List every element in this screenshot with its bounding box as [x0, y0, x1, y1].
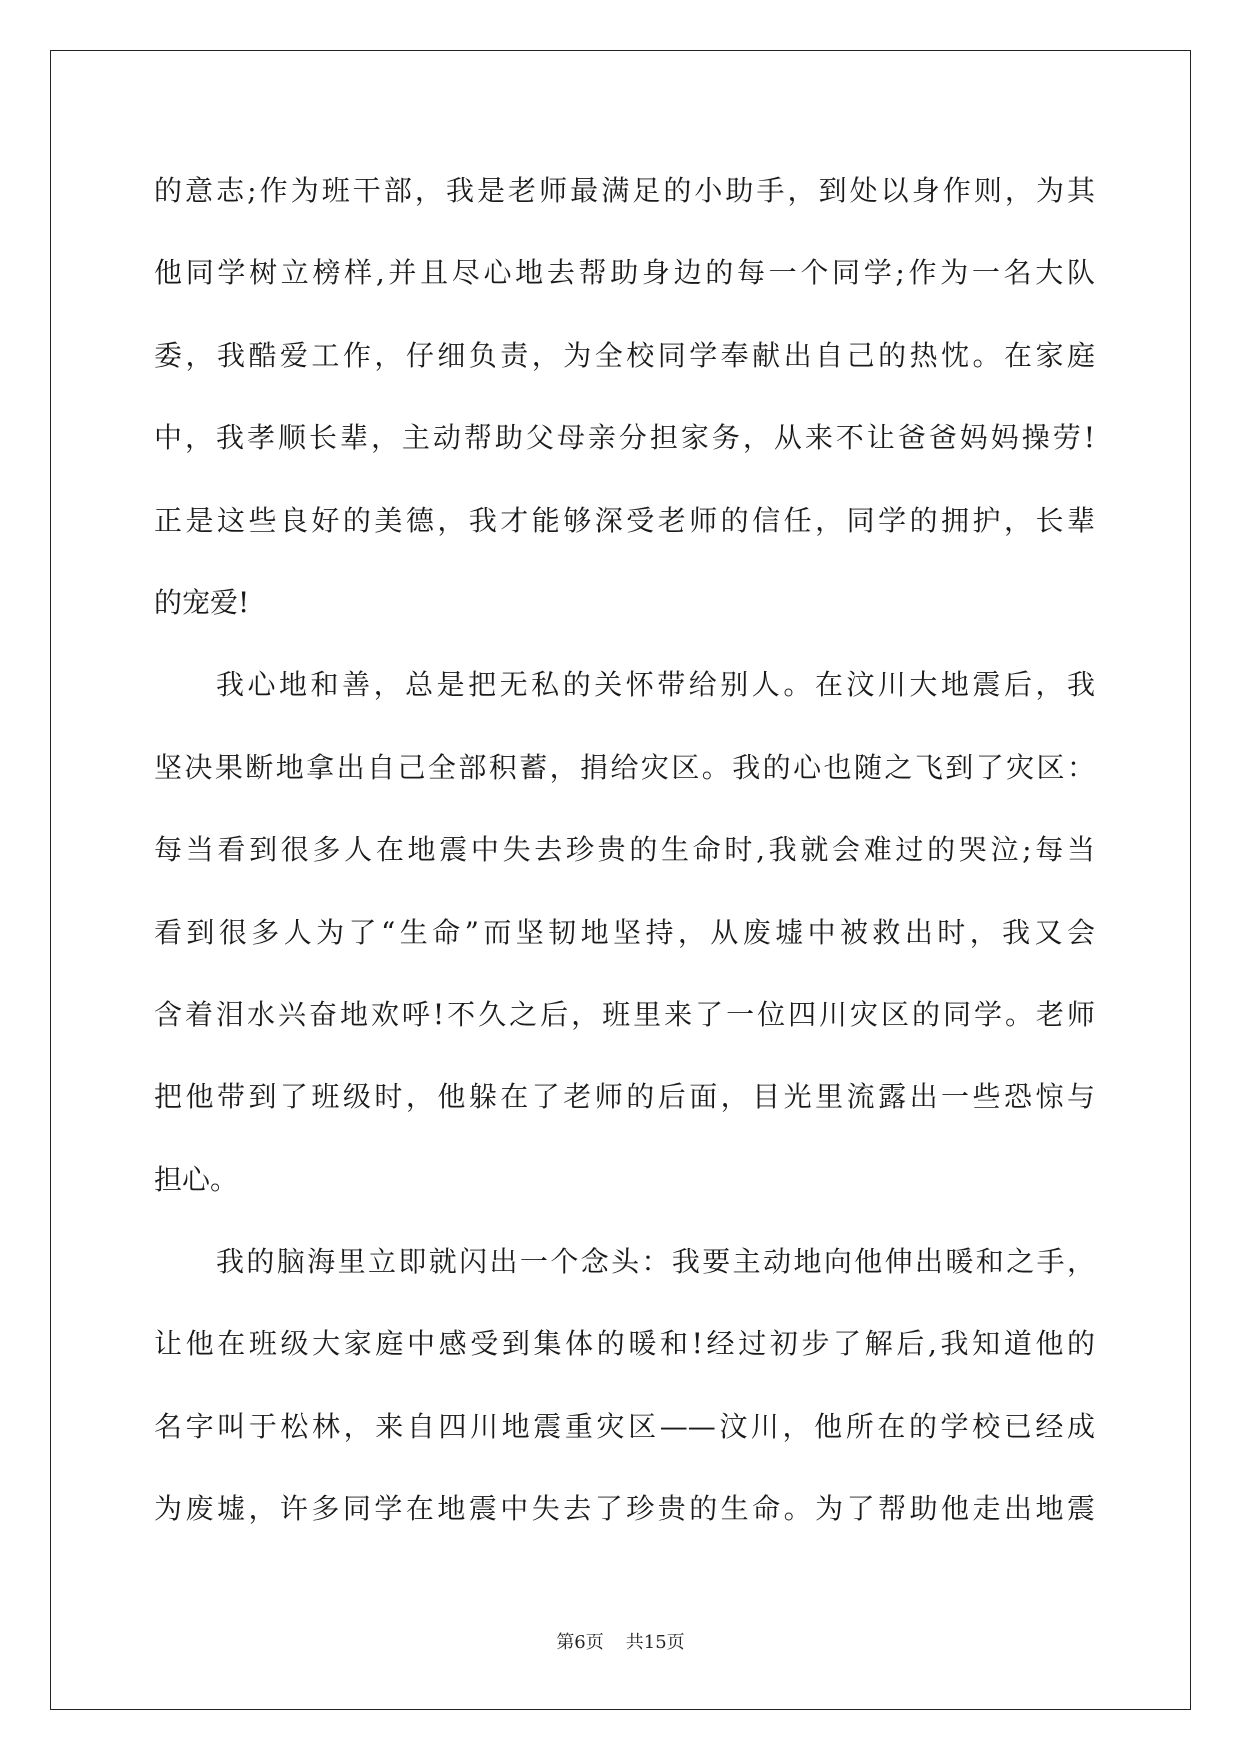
page-number: 第6页 — [556, 1632, 604, 1653]
text-line: 让他在班级大家庭中感受到集体的暖和!经过初步了解后,我知道他的 — [154, 1327, 1095, 1361]
text-line: 坚决果断地拿出自己全部积蓄，捐给灾区。我的心也随之飞到了灾区： — [154, 750, 1095, 784]
text-line: 他同学树立榜样,并且尽心地去帮助身边的每一个同学;作为一名大队 — [154, 256, 1095, 290]
text-line: 的意志;作为班干部，我是老师最满足的小助手，到处以身作则，为其 — [154, 174, 1095, 207]
text-line: 名字叫于松林，来自四川地震重灾区——汶川，他所在的学校已经成 — [154, 1409, 1095, 1443]
document-body — [154, 150, 1095, 1551]
text-line: 委，我酷爱工作，仔细负责，为全校同学奉献出自己的热忱。在家庭 — [154, 338, 1095, 372]
text-line: 每当看到很多人在地震中失去珍贵的生命时,我就会难过的哭泣;每当 — [154, 833, 1095, 867]
paragraph-1 — [154, 150, 1095, 644]
text-line: 担心。 — [154, 1162, 239, 1196]
text-line: 看到很多人为了“生命”而坚韧地坚持，从废墟中被救出时，我又会 — [154, 915, 1095, 949]
page-footer — [0, 1630, 1241, 1656]
text-line: 我心地和善，总是把无私的关怀带给别人。在汶川大地震后，我 — [216, 668, 1095, 702]
paragraph-3 — [154, 1221, 1095, 1551]
text-line: 含着泪水兴奋地欢呼!不久之后，班里来了一位四川灾区的同学。老师 — [154, 997, 1095, 1031]
text-line: 的宠爱! — [154, 585, 250, 619]
text-line: 我的脑海里立即就闪出一个念头：我要主动地向他伸出暖和之手， — [216, 1245, 1095, 1279]
total-pages: 共15页 — [625, 1632, 685, 1653]
text-line: 把他带到了班级时，他躲在了老师的后面，目光里流露出一些恐惊与 — [154, 1080, 1095, 1114]
text-line: 为废墟，许多同学在地震中失去了珍贵的生命。为了帮助他走出地震 — [154, 1492, 1095, 1526]
paragraph-2 — [154, 644, 1095, 1221]
text-line: 中，我孝顺长辈，主动帮助父母亲分担家务，从来不让爸爸妈妈操劳! — [154, 421, 1095, 455]
text-line: 正是这些良好的美德，我才能够深受老师的信任，同学的拥护，长辈 — [154, 503, 1095, 537]
